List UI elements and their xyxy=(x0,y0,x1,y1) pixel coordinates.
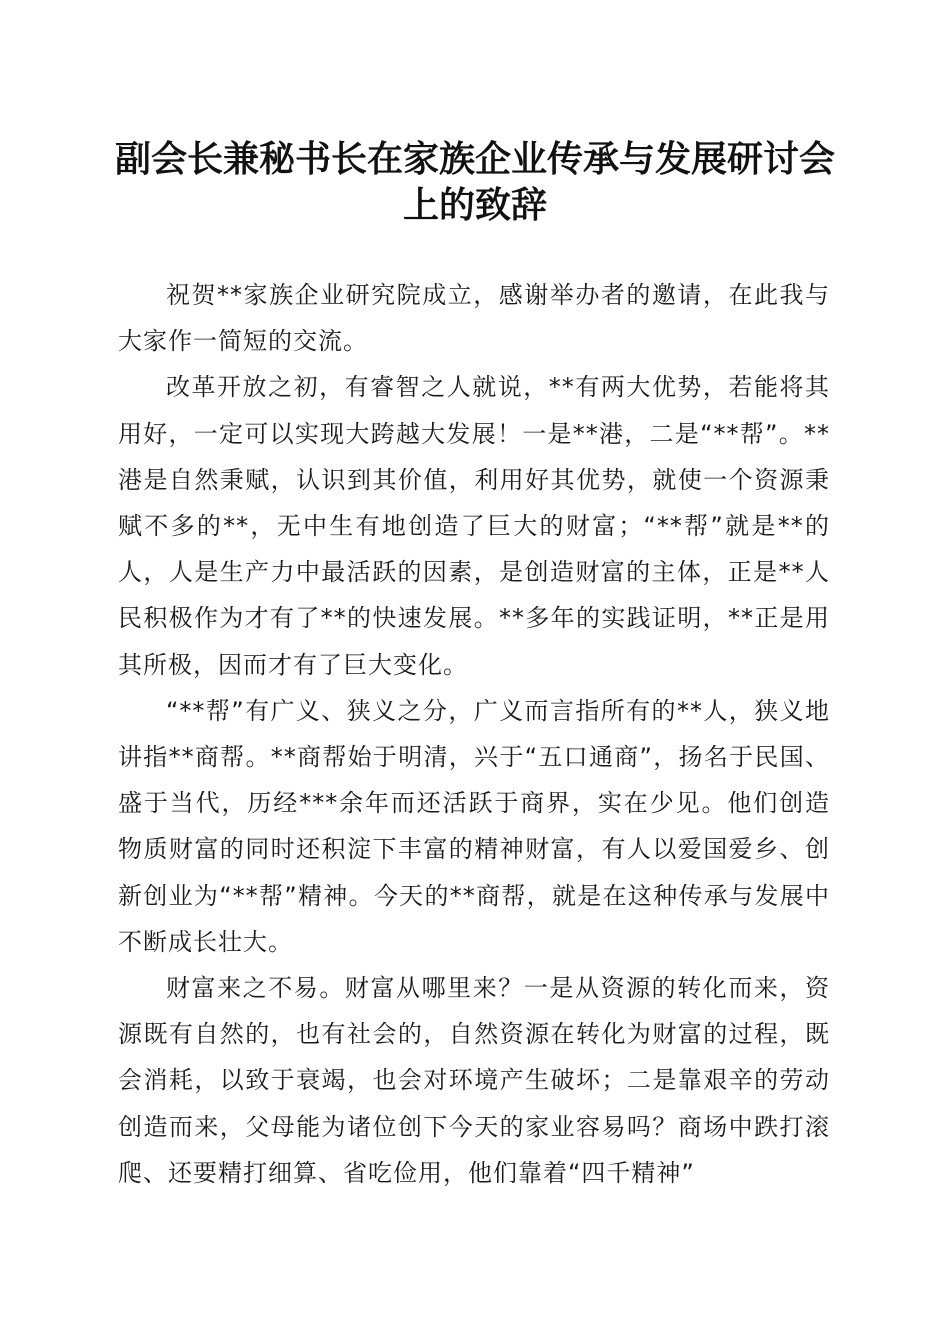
document-body xyxy=(118,272,830,1196)
paragraph-4: 财富来之不易。财富从哪里来？一是从资源的转化而来，资源既有自然的，也有社会的，自然资源在转化为财富的过程，既会消耗，以致于衰竭，也会对环境产生破坏；二是靠艰辛的劳动创造而来，父母能为诸位创下今天的家业容易吗？商场中跌打滚爬、还要精打细算、省吃俭用，他们靠着“四千精神” xyxy=(118,974,830,1187)
document-title: 副会长兼秘书长在家族企业传承与发展研讨会上的致辞 xyxy=(114,138,835,226)
paragraph-1: 祝贺**家族企业研究院成立，感谢举办者的邀请，在此我与大家作一简短的交流。 xyxy=(118,281,830,356)
paragraph-3: “**帮”有广义、狭义之分，广义而言指所有的**人，狭义地讲指**商帮。**商帮始于明清，兴于“五口通商”，扬名于民国、盛于当代，历经***余年而还活跃于商界，实在少见。他们创造物质财富的同时还积淀下丰富的精神财富，有人以爱国爱乡、创新创业为“**帮”精神。今天的**商帮，就是在这种传承与发展中不断成长壮大。 xyxy=(118,696,830,956)
paragraph-2: 改革开放之初，有睿智之人就说，**有两大优势，若能将其用好，一定可以实现大跨越大发展！一是**港，二是“**帮”。**港是自然秉赋，认识到其价值，利用好其优势，就使一个资源秉赋不多的**，无中生有地创造了巨大的财富；“**帮”就是**的人，人是生产力中最活跃的因素，是创造财富的主体，正是**人民积极作为才有了**的快速发展。**多年的实践证明，**正是用其所极，因而才有了巨大变化。 xyxy=(118,373,830,679)
